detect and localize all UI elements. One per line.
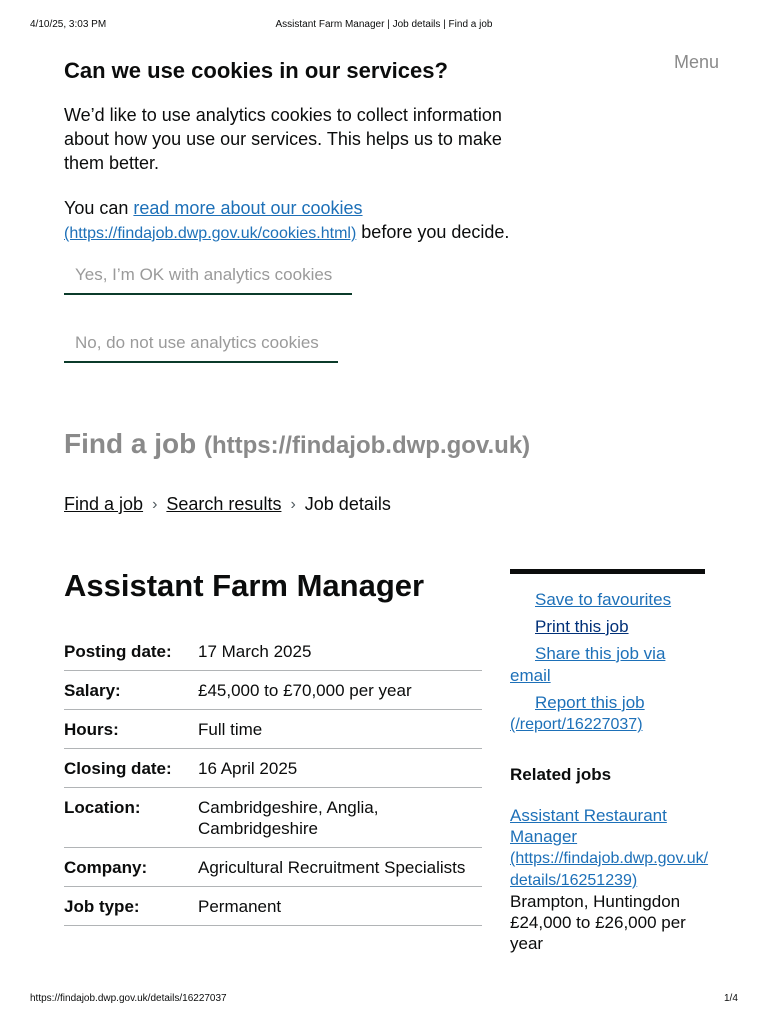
detail-label: Job type: [64, 887, 198, 926]
print-datetime: 4/10/25, 3:03 PM [30, 19, 107, 30]
site-title[interactable] [64, 428, 530, 460]
cookie-more-info [64, 196, 534, 246]
detail-value: Agricultural Recruitment Specialists [198, 848, 482, 887]
detail-label: Hours: [64, 710, 198, 749]
breadcrumb-current: Job details [304, 494, 391, 514]
cookies-link-url[interactable]: (https://findajob.dwp.gov.uk/cookies.html) [64, 225, 357, 242]
related-job-item [510, 805, 710, 954]
site-title-url: (https://findajob.dwp.gov.uk) [204, 432, 531, 459]
detail-label: Posting date: [64, 632, 198, 671]
cookie-more-prefix: You can [64, 198, 134, 218]
reject-cookies-button[interactable]: No, do not use analytics cookies [64, 330, 338, 363]
save-to-favourites-link[interactable]: Save to favourites [535, 590, 672, 609]
print-page-number: 1/4 [724, 993, 738, 1004]
table-row [64, 710, 482, 749]
table-row [64, 632, 482, 671]
cookie-description: We’d like to use analytics cookies to collect information about how you use our services. This helps us to make them better. [64, 105, 502, 173]
table-row [64, 788, 482, 848]
cookie-heading: Can we use cookies in our services? [64, 58, 448, 83]
chevron-right-icon: › [290, 495, 296, 513]
job-actions [510, 589, 710, 736]
print-footer-url: https://findajob.dwp.gov.uk/details/16227037 [30, 993, 227, 1004]
chevron-right-icon: › [152, 495, 158, 513]
page-title: Assistant Farm Manager [64, 568, 425, 603]
detail-value: Permanent [198, 887, 482, 926]
breadcrumb-find-a-job[interactable]: Find a job [64, 494, 144, 514]
related-job-title-link[interactable]: Assistant Restaurant Manager [510, 806, 667, 846]
share-job-email-link[interactable]: Share this job via email [510, 644, 666, 685]
menu-button[interactable]: Menu [674, 52, 720, 72]
detail-label: Location: [64, 788, 198, 848]
accept-cookies-button[interactable]: Yes, I’m OK with analytics cookies [64, 262, 352, 295]
table-row [64, 887, 482, 926]
print-job-link[interactable]: Print this job [535, 617, 629, 636]
related-jobs-heading: Related jobs [510, 765, 612, 784]
table-row [64, 671, 482, 710]
detail-value: Full time [198, 710, 482, 749]
related-job-salary: £24,000 to £26,000 per year [510, 913, 686, 953]
related-job-url[interactable]: (https://findajob.dwp.gov.uk/details/16251239) [510, 850, 709, 889]
detail-label: Company: [64, 848, 198, 887]
related-job-location: Brampton, Huntingdon [510, 892, 681, 911]
job-details-table [64, 632, 482, 926]
detail-value: Cambridgeshire, Anglia, Cambridgeshire [198, 788, 482, 848]
detail-value: £45,000 to £70,000 per year [198, 671, 482, 710]
site-title-text[interactable]: Find a job [64, 428, 197, 459]
breadcrumb [64, 494, 391, 515]
cookie-more-suffix: before you decide. [356, 222, 510, 242]
sidebar-divider [510, 569, 705, 574]
detail-label: Salary: [64, 671, 198, 710]
report-job-link[interactable]: Report this job [535, 693, 645, 712]
table-row [64, 848, 482, 887]
print-title: Assistant Farm Manager | Job details | Find a job [275, 19, 493, 30]
report-job-url[interactable]: (/report/16227037) [510, 716, 643, 733]
table-row [64, 749, 482, 788]
breadcrumb-search-results[interactable]: Search results [166, 494, 282, 514]
cookies-link[interactable]: read more about our cookies [133, 198, 363, 218]
detail-label: Closing date: [64, 749, 198, 788]
detail-value: 17 March 2025 [198, 632, 482, 671]
detail-value: 16 April 2025 [198, 749, 482, 788]
